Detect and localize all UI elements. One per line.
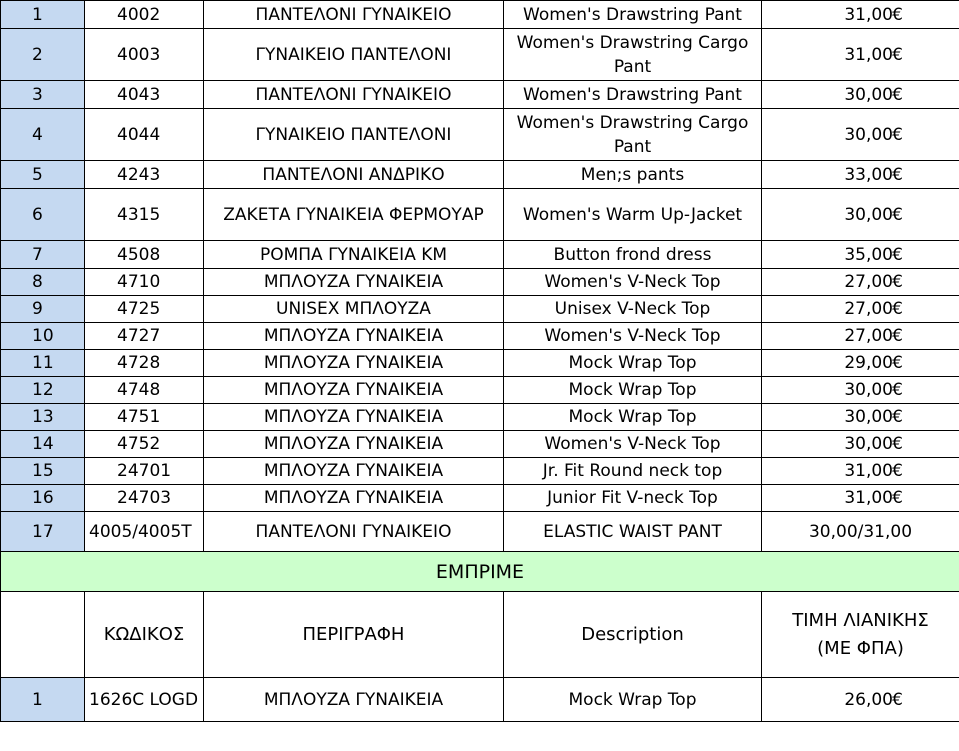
greek-description: ΓΥΝΑΙΚΕΙΟ ΠΑΝΤΕΛΟΝΙ (204, 29, 504, 81)
table-row (1, 323, 959, 350)
row-number: 1 (1, 678, 85, 722)
price-value: 31,00 (844, 488, 893, 508)
retail-price (762, 678, 959, 722)
greek-description: ΜΠΛΟΥΖΑ ΓΥΝΑΙΚΕΙΑ (204, 269, 504, 296)
english-description: Women's Drawstring Pant (504, 1, 762, 29)
english-description: Button frond dress (504, 241, 762, 269)
table-row (1, 109, 959, 161)
english-description: Mock Wrap Top (504, 678, 762, 722)
row-number: 15 (1, 458, 85, 485)
retail-price (762, 109, 959, 161)
euro-icon: € (892, 380, 903, 400)
euro-icon: € (892, 44, 903, 65)
price-value: 30,00 (844, 124, 893, 145)
retail-price (762, 189, 959, 241)
greek-description: ΠΑΝΤΕΛΟΝΙ ΓΥΝΑΙΚΕΙΟ (204, 1, 504, 29)
row-number: 14 (1, 431, 85, 458)
row-number: 12 (1, 377, 85, 404)
price-value: 27,00 (844, 299, 893, 319)
price-value: 31,00 (844, 4, 893, 25)
english-description: Mock Wrap Top (504, 350, 762, 377)
retail-price (762, 485, 959, 512)
row-number: 11 (1, 350, 85, 377)
retail-price (762, 323, 959, 350)
product-code: 4005/4005T (85, 512, 204, 552)
price-value: 30,00 (844, 204, 893, 225)
product-code: 4003 (85, 29, 204, 81)
product-code: 4725 (85, 296, 204, 323)
euro-icon: € (892, 299, 903, 319)
greek-description: ΜΠΛΟΥΖΑ ΓΥΝΑΙΚΕΙΑ (204, 458, 504, 485)
english-description: Junior Fit V-neck Top (504, 485, 762, 512)
product-code: 4751 (85, 404, 204, 431)
greek-description: ΜΠΛΟΥΖΑ ΓΥΝΑΙΚΕΙΑ (204, 678, 504, 722)
product-code: 4315 (85, 189, 204, 241)
euro-icon: € (892, 244, 903, 265)
header-price-line1: ΤΙΜΗ ΛΙΑΝΙΚΗΣ (792, 609, 929, 631)
header-blank (1, 592, 85, 678)
greek-description: ΜΠΛΟΥΖΑ ΓΥΝΑΙΚΕΙΑ (204, 323, 504, 350)
table-row (1, 189, 959, 241)
euro-icon: € (892, 326, 903, 346)
english-description: Women's V-Neck Top (504, 431, 762, 458)
header-description: Description (504, 592, 762, 678)
row-number: 4 (1, 109, 85, 161)
english-description: Unisex V-Neck Top (504, 296, 762, 323)
price-list-body (1, 1, 959, 722)
greek-description: UNISEX ΜΠΛΟΥΖΑ (204, 296, 504, 323)
row-number: 6 (1, 189, 85, 241)
row-number: 2 (1, 29, 85, 81)
table-row (1, 29, 959, 81)
table-row (1, 350, 959, 377)
row-number: 5 (1, 161, 85, 189)
table-row (1, 431, 959, 458)
greek-description: ΜΠΛΟΥΖΑ ΓΥΝΑΙΚΕΙΑ (204, 404, 504, 431)
euro-icon: € (892, 353, 903, 373)
table-row (1, 377, 959, 404)
retail-price (762, 296, 959, 323)
retail-price (762, 1, 959, 29)
price-value: 33,00 (844, 164, 893, 185)
euro-icon: € (892, 461, 903, 481)
english-description: Mock Wrap Top (504, 404, 762, 431)
english-description: Women's V-Neck Top (504, 269, 762, 296)
price-value: 31,00 (844, 44, 893, 65)
greek-description: ΜΠΛΟΥΖΑ ΓΥΝΑΙΚΕΙΑ (204, 350, 504, 377)
table-row (1, 269, 959, 296)
product-code: 4508 (85, 241, 204, 269)
row-number: 13 (1, 404, 85, 431)
product-code: 4727 (85, 323, 204, 350)
row-number: 17 (1, 512, 85, 552)
product-code: 4044 (85, 109, 204, 161)
retail-price (762, 241, 959, 269)
table-row (1, 296, 959, 323)
product-code: 24701 (85, 458, 204, 485)
row-number: 7 (1, 241, 85, 269)
retail-price (762, 350, 959, 377)
greek-description: ΜΠΛΟΥΖΑ ΓΥΝΑΙΚΕΙΑ (204, 377, 504, 404)
retail-price: 30,00/31,00 (762, 512, 959, 552)
english-description: Men;s pants (504, 161, 762, 189)
retail-price (762, 458, 959, 485)
greek-description: ΜΠΛΟΥΖΑ ΓΥΝΑΙΚΕΙΑ (204, 485, 504, 512)
price-value: 27,00 (844, 272, 893, 292)
table-row (1, 512, 959, 552)
section-row (1, 552, 959, 592)
price-value: 27,00 (844, 326, 893, 346)
greek-description: ΜΠΛΟΥΖΑ ΓΥΝΑΙΚΕΙΑ (204, 431, 504, 458)
row-number: 3 (1, 81, 85, 109)
english-description: Women's Warm Up-Jacket (504, 189, 762, 241)
price-value: 30,00 (844, 434, 893, 454)
price-value: 31,00 (844, 461, 893, 481)
english-description: Women's Drawstring Pant (504, 81, 762, 109)
header-price-line2: (ΜΕ ΦΠΑ) (817, 637, 904, 659)
euro-icon: € (892, 434, 903, 454)
english-description: ELASTIC WAIST PANT (504, 512, 762, 552)
english-description: Women's Drawstring Cargo Pant (504, 29, 762, 81)
retail-price (762, 431, 959, 458)
row-number: 9 (1, 296, 85, 323)
row-number: 1 (1, 1, 85, 29)
product-code: 4752 (85, 431, 204, 458)
euro-icon: € (892, 4, 903, 25)
retail-price (762, 269, 959, 296)
table-row (1, 1, 959, 29)
table-row (1, 161, 959, 189)
product-code: 4002 (85, 1, 204, 29)
greek-description: ΓΥΝΑΙΚΕΙΟ ΠΑΝΤΕΛΟΝΙ (204, 109, 504, 161)
table-row (1, 81, 959, 109)
price-value: 30,00 (844, 407, 893, 427)
section-title: ΕΜΠΡΙΜΕ (1, 552, 959, 592)
product-code: 4710 (85, 269, 204, 296)
product-code: 4748 (85, 377, 204, 404)
greek-description: ΠΑΝΤΕΛΟΝΙ ΓΥΝΑΙΚΕΙΟ (204, 81, 504, 109)
greek-description: ΠΑΝΤΕΛΟΝΙ ΓΥΝΑΙΚΕΙΟ (204, 512, 504, 552)
header-row (1, 592, 959, 678)
retail-price (762, 29, 959, 81)
english-description: Jr. Fit Round neck top (504, 458, 762, 485)
euro-icon: € (892, 84, 903, 105)
row-number: 10 (1, 323, 85, 350)
euro-icon: € (892, 272, 903, 292)
header-greek-description: ΠΕΡΙΓΡΑΦΗ (204, 592, 504, 678)
row-number: 16 (1, 485, 85, 512)
header-code: ΚΩΔΙΚΟΣ (85, 592, 204, 678)
euro-icon: € (892, 488, 903, 508)
greek-description: ΡΟΜΠΑ ΓΥΝΑΙΚΕΙΑ ΚΜ (204, 241, 504, 269)
retail-price (762, 404, 959, 431)
greek-description: ΠΑΝΤΕΛΟΝΙ ΑΝΔΡΙΚΟ (204, 161, 504, 189)
price-value: 30,00 (844, 380, 893, 400)
english-description: Mock Wrap Top (504, 377, 762, 404)
row-number: 8 (1, 269, 85, 296)
product-code: 4243 (85, 161, 204, 189)
euro-icon: € (892, 689, 903, 710)
english-description: Women's V-Neck Top (504, 323, 762, 350)
table-row (1, 485, 959, 512)
table-row (1, 458, 959, 485)
euro-icon: € (892, 164, 903, 185)
euro-icon: € (892, 407, 903, 427)
product-code: 1626C LOGD (85, 678, 204, 722)
retail-price (762, 161, 959, 189)
price-value: 35,00 (844, 244, 893, 265)
euro-icon: € (892, 204, 903, 225)
euro-icon: € (892, 124, 903, 145)
product-code: 4043 (85, 81, 204, 109)
table-row (1, 241, 959, 269)
price-value: 30,00 (844, 84, 893, 105)
english-description: Women's Drawstring Cargo Pant (504, 109, 762, 161)
greek-description: ΖΑΚΕΤΑ ΓΥΝΑΙΚΕΙΑ ΦΕΡΜΟΥΑΡ (204, 189, 504, 241)
price-value: 29,00 (844, 353, 893, 373)
retail-price (762, 377, 959, 404)
product-code: 4728 (85, 350, 204, 377)
retail-price (762, 81, 959, 109)
price-value: 26,00 (844, 689, 893, 710)
table-row (1, 404, 959, 431)
product-code: 24703 (85, 485, 204, 512)
table-row (1, 678, 959, 722)
header-price (762, 592, 959, 678)
